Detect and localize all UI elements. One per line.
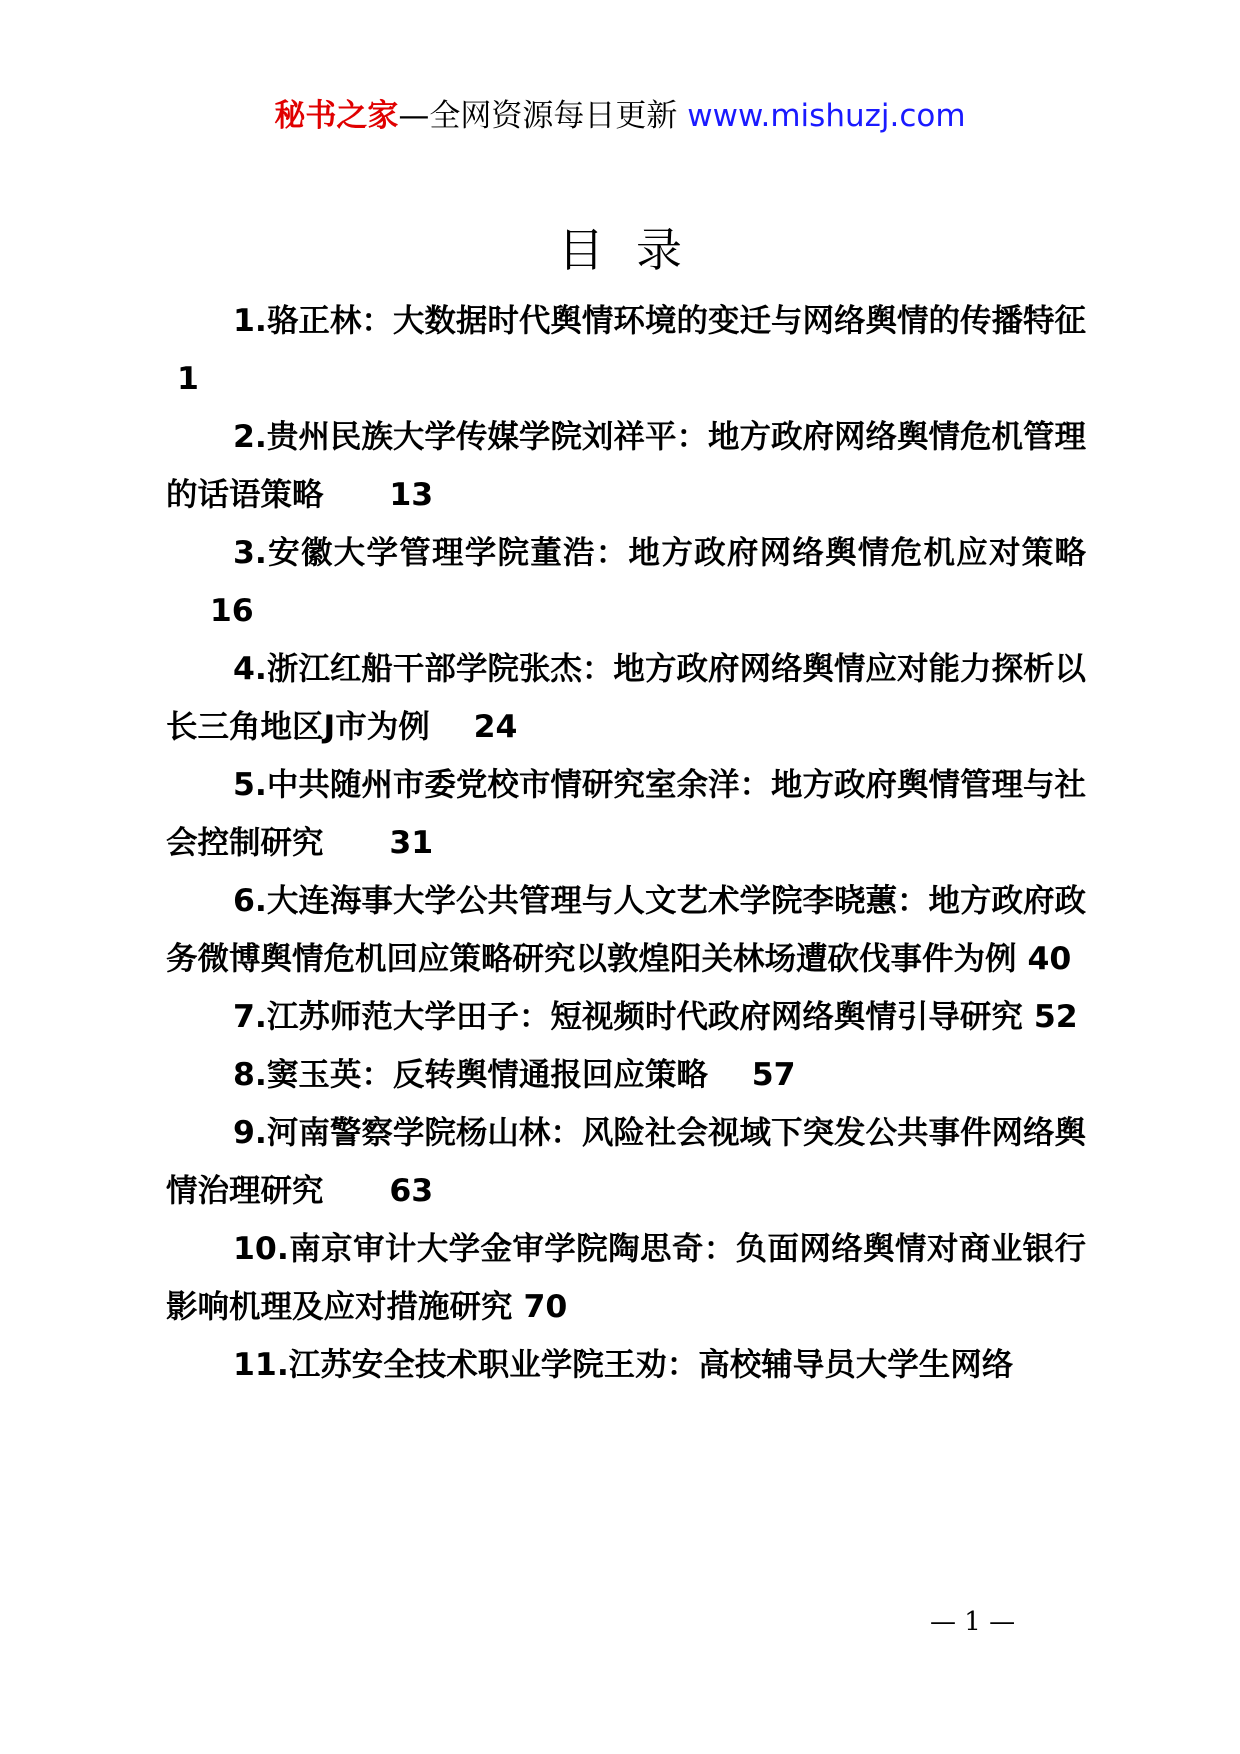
toc-entry-title: 2.贵州民族大学传媒学院刘祥平：地方政府网络舆情危机管理的话语策略: [166, 419, 1086, 513]
toc-entry-1[interactable]: [166, 292, 1086, 408]
toc-entry-page: 16: [166, 593, 254, 629]
toc-entry-6[interactable]: [166, 872, 1086, 988]
toc-entry-title: 4.浙江红船干部学院张杰：地方政府网络舆情应对能力探析以长三角地区J市为例: [166, 651, 1086, 745]
page-title: 目录: [558, 223, 714, 277]
toc-entry-title: 6.大连海事大学公共管理与人文艺术学院李晓蕙：地方政府政务微博舆情危机回应策略研究以敦煌阳关林场遭砍伐事件为例: [166, 883, 1086, 977]
toc-entry-title: 5.中共随州市委党校市情研究室余洋：地方政府舆情管理与社会控制研究: [166, 767, 1086, 861]
toc-entry-4[interactable]: [166, 640, 1086, 756]
toc-entry-title: 3.安徽大学管理学院董浩：地方政府网络舆情危机应对策略: [233, 535, 1086, 571]
toc-entry-title: 11.江苏安全技术职业学院王劝：高校辅导员大学生网络: [233, 1347, 1014, 1383]
toc-entry-page: 24: [429, 709, 518, 745]
toc-entry-10[interactable]: [166, 1220, 1086, 1336]
toc-entry-page: 57: [707, 1057, 796, 1093]
toc-entry-2[interactable]: [166, 408, 1086, 524]
toc-entry-title: 7.江苏师范大学田子：短视频时代政府网络舆情引导研究: [233, 999, 1023, 1035]
header-tagline: 全网资源每日更新: [429, 98, 678, 134]
site-header: [0, 96, 1240, 136]
toc-entry-page: 63: [323, 1173, 434, 1209]
toc-entry-5[interactable]: [166, 756, 1086, 872]
toc-entry-page: 40: [1016, 941, 1072, 977]
table-of-contents: [166, 292, 1086, 1394]
toc-entry-page: 31: [323, 825, 434, 861]
toc-entry-7[interactable]: [166, 988, 1086, 1046]
toc-entry-title: 1.骆正林：大数据时代舆情环境的变迁与网络舆情的传播特征: [233, 303, 1086, 339]
toc-entry-title: 9.河南警察学院杨山林：风险社会视域下突发公共事件网络舆情治理研究: [166, 1115, 1086, 1209]
toc-entry-9[interactable]: [166, 1104, 1086, 1220]
toc-entry-3[interactable]: [166, 524, 1086, 640]
toc-entry-page: 1: [166, 361, 199, 397]
toc-entry-11[interactable]: [166, 1336, 1086, 1394]
toc-entry-page: 13: [323, 477, 434, 513]
page-number: — 1 —: [930, 1607, 1016, 1637]
site-url-link[interactable]: www.mishuzj.com: [687, 98, 966, 134]
toc-entry-page: 52: [1022, 999, 1078, 1035]
toc-entry-8[interactable]: [166, 1046, 1086, 1104]
toc-entry-page: 70: [512, 1289, 568, 1325]
header-dash: —: [398, 98, 430, 134]
toc-entry-title: 10.南京审计大学金审学院陶思奇：负面网络舆情对商业银行影响机理及应对措施研究: [166, 1231, 1086, 1325]
toc-entry-title: 8.窦玉英：反转舆情通报回应策略: [233, 1057, 708, 1093]
brand-name: 秘书之家: [274, 98, 399, 134]
